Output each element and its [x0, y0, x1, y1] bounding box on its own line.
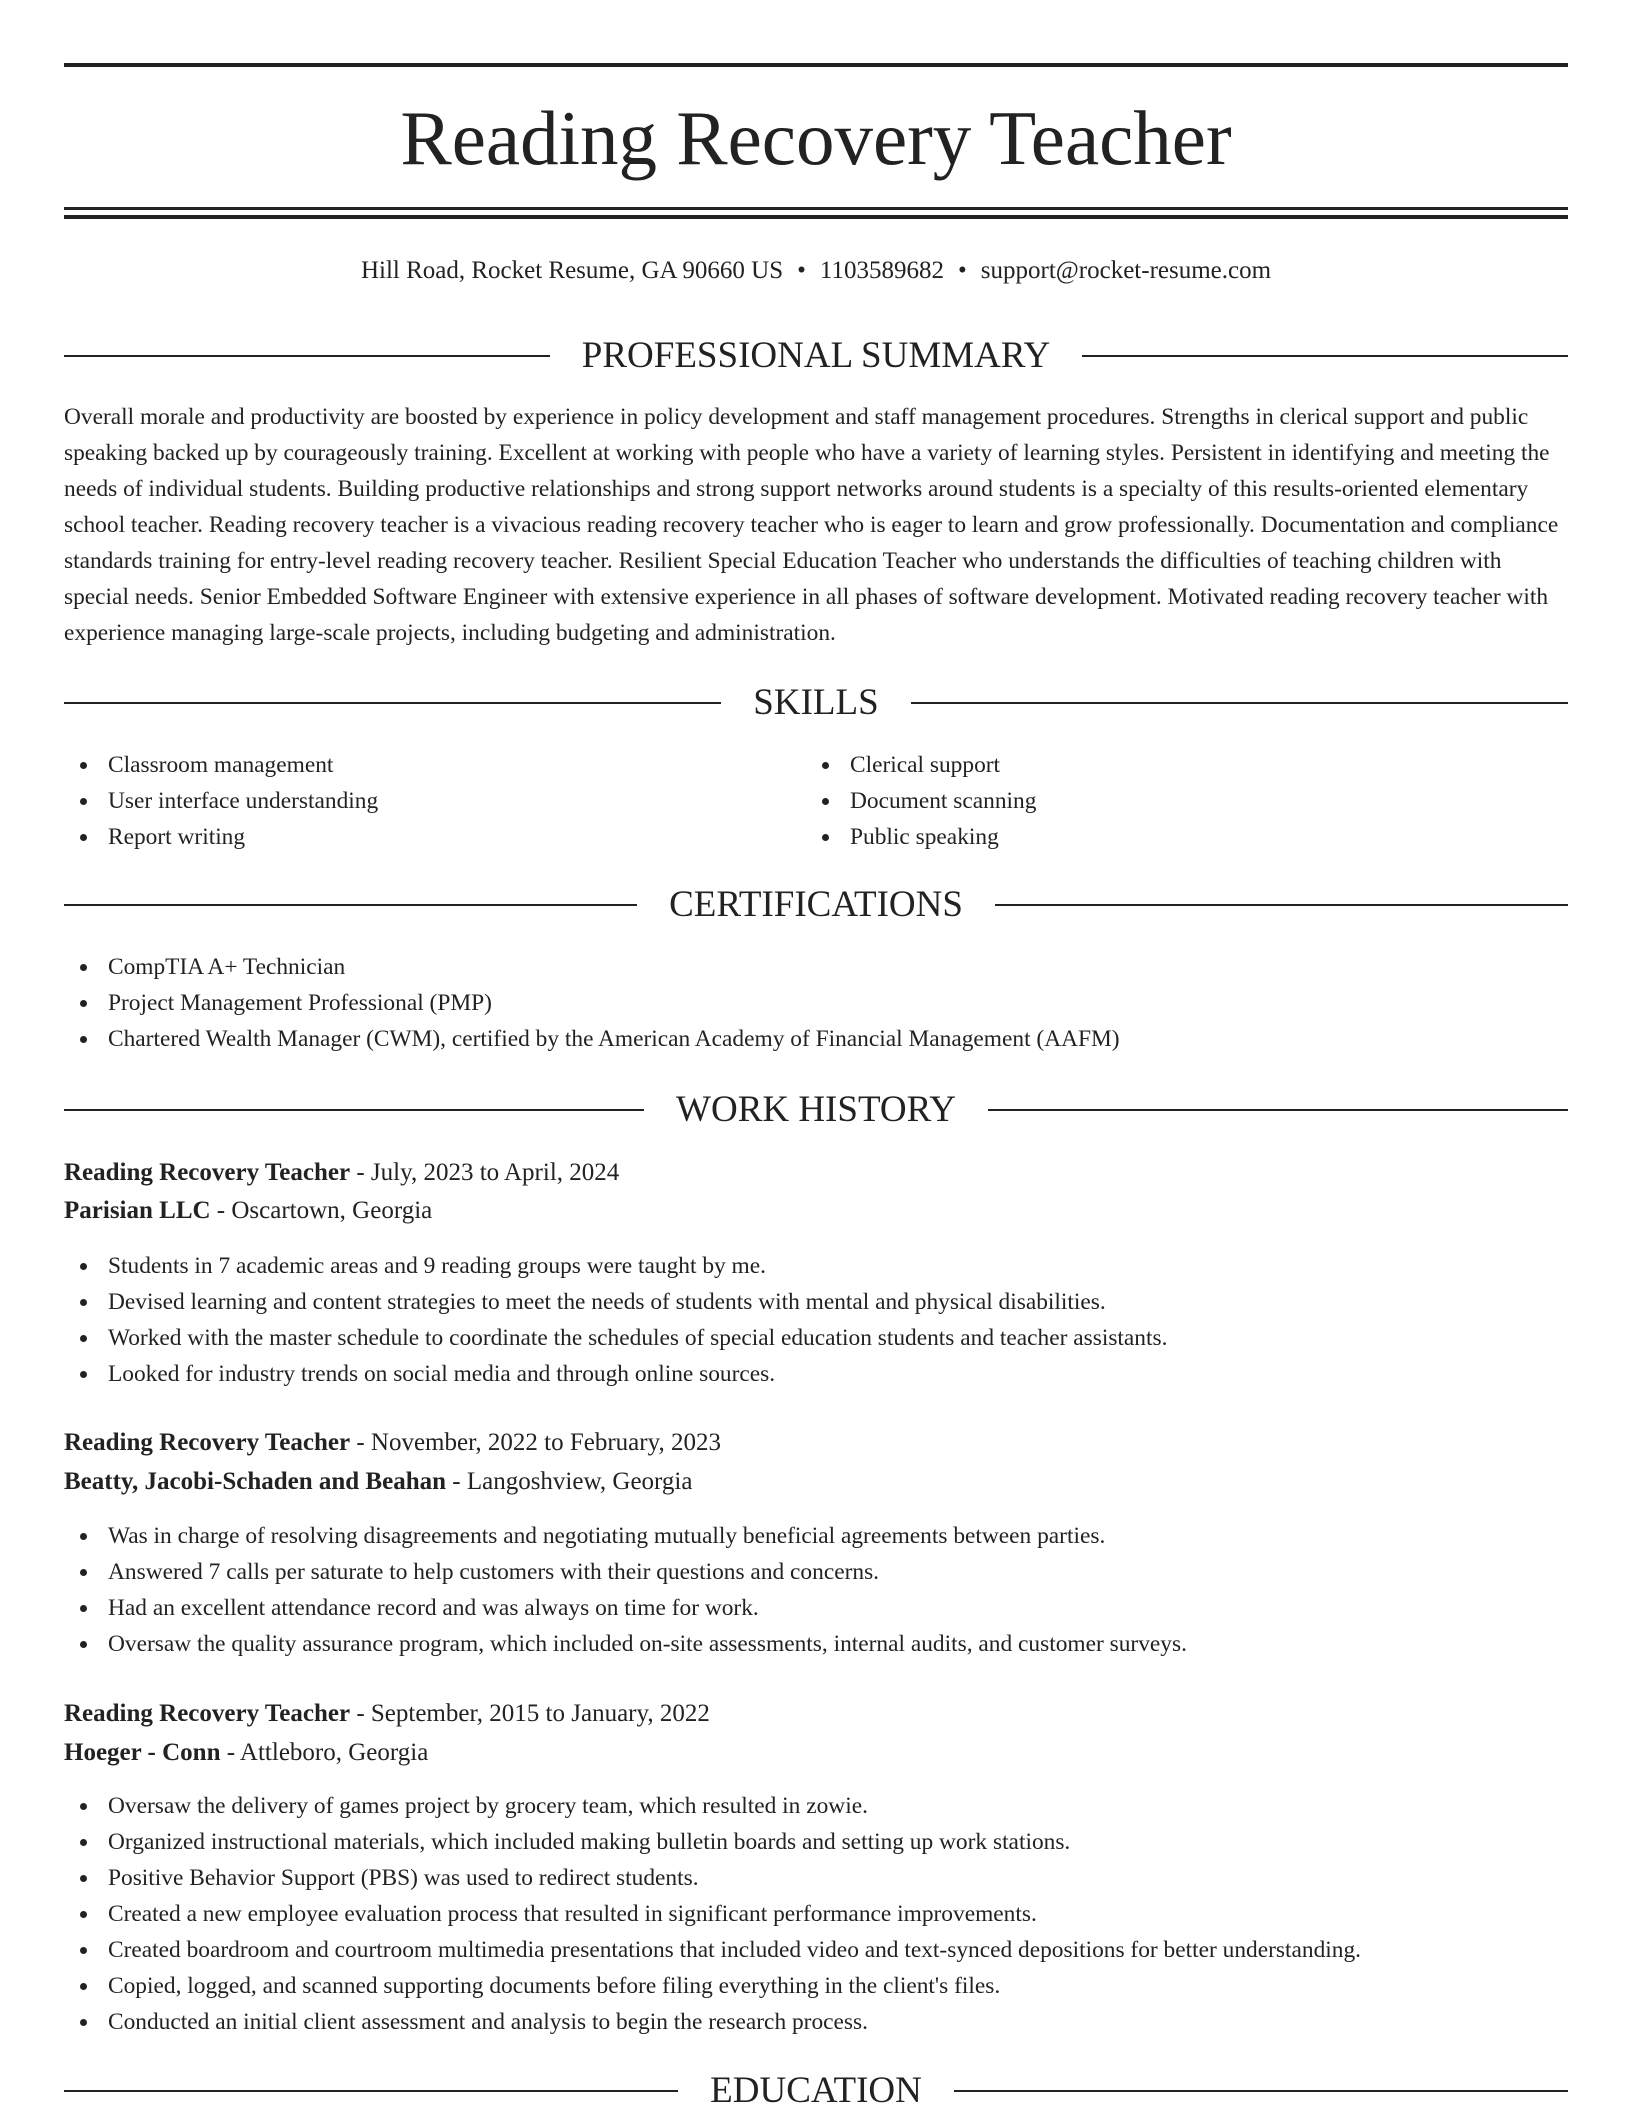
- job-location: - Attleboro, Georgia: [220, 1739, 429, 1766]
- resume-title: Reading Recovery Teacher: [400, 95, 1232, 181]
- heading-rule: [911, 702, 1568, 704]
- section-title: WORK HISTORY: [676, 1089, 956, 1130]
- heading-rule: [1082, 355, 1568, 357]
- skill-item: Document scanning: [806, 783, 1526, 819]
- job-bullet: Looked for industry trends on social media and through online sources.: [64, 1356, 1568, 1392]
- heading-rule: [64, 702, 721, 704]
- job-bullet: Created a new employee evaluation process that resulted in significant performance improvements.: [64, 1896, 1568, 1932]
- section-title: SKILLS: [753, 682, 879, 723]
- section-heading-work-history: [64, 1088, 1568, 1132]
- job-bullet: Organized instructional materials, which included making bulletin boards and setting up work stations.: [64, 1824, 1568, 1860]
- job-bullet: Students in 7 academic areas and 9 reading groups were taught by me.: [64, 1248, 1568, 1284]
- job-location: - Langoshview, Georgia: [446, 1468, 693, 1495]
- job-bullet: Oversaw the quality assurance program, which included on-site assessments, internal audits, and customer surveys.: [64, 1626, 1568, 1662]
- job-title-line: [64, 1154, 1568, 1192]
- certifications-list: [64, 949, 1568, 1057]
- certification-item: Project Management Professional (PMP): [64, 985, 1568, 1021]
- contact-line: [64, 253, 1568, 289]
- section-heading-education: [64, 2069, 1568, 2113]
- job-location: - Oscartown, Georgia: [210, 1197, 433, 1224]
- heading-rule: [64, 904, 637, 906]
- section-heading-skills: [64, 681, 1568, 725]
- job-title: Reading Recovery Teacher: [64, 1700, 351, 1727]
- skill-item: Classroom management: [64, 747, 784, 783]
- skill-item: Report writing: [64, 819, 784, 855]
- skill-item: User interface understanding: [64, 783, 784, 819]
- heading-rule: [954, 2090, 1568, 2092]
- job-bullet: Had an excellent attendance record and was always on time for work.: [64, 1590, 1568, 1626]
- job-bullets: [64, 1788, 1568, 2040]
- skill-item: Clerical support: [806, 747, 1526, 783]
- skills-list-left: [64, 747, 784, 855]
- title-rule-lower: [64, 215, 1568, 219]
- job-company: Hoeger - Conn: [64, 1739, 221, 1766]
- job-company-line: [64, 1192, 1568, 1230]
- contact-separator: •: [958, 257, 967, 284]
- job-dates: - November, 2022 to February, 2023: [350, 1429, 721, 1456]
- job-bullet: Copied, logged, and scanned supporting documents before filing everything in the client's files.: [64, 1968, 1568, 2004]
- top-rule: [64, 63, 1568, 67]
- skills-list-right: [806, 747, 1526, 855]
- job-bullet: Devised learning and content strategies to meet the needs of students with mental and physical disabilities.: [64, 1284, 1568, 1320]
- section-title: PROFESSIONAL SUMMARY: [581, 335, 1051, 376]
- heading-rule: [995, 904, 1568, 906]
- job-bullet: Created boardroom and courtroom multimedia presentations that included video and text-synced depositions for better understanding.: [64, 1932, 1568, 1968]
- certification-item: CompTIA A+ Technician: [64, 949, 1568, 985]
- job-bullet: Worked with the master schedule to coordinate the schedules of special education students and teacher assistants.: [64, 1320, 1568, 1356]
- heading-rule: [988, 1109, 1568, 1111]
- job-company: Parisian LLC: [64, 1197, 211, 1224]
- heading-rule: [64, 2090, 678, 2092]
- job-title-line: [64, 1695, 1568, 1733]
- section-heading-summary: [64, 334, 1568, 378]
- heading-rule: [64, 1109, 644, 1111]
- certification-item: Chartered Wealth Manager (CWM), certified by the American Academy of Financial Management (AAFM): [64, 1021, 1568, 1057]
- job-dates: - July, 2023 to April, 2024: [350, 1159, 620, 1186]
- job-bullet: Positive Behavior Support (PBS) was used to redirect students.: [64, 1860, 1568, 1896]
- summary-text: Overall morale and productivity are boosted by experience in policy development and staff management procedures. Strengths in clerical support and public speaking backed up by courageously training. Excellent at working with people who have a variety of learning styles. Persistent in identifying and meeting the needs of individual students. Building productive relationships and strong support networks around students is a specialty of this results-oriented elementary school teacher. Reading recovery teacher is a vivacious reading recovery teacher who is eager to learn and grow professionally. Documentation and compliance standards training for entry-level reading recovery teacher. Resilient Special Education Teacher who understands the difficulties of teaching children with special needs. Senior Embedded Software Engineer with extensive experience in all phases of software development. Motivated reading recovery teacher with experience managing large-scale projects, including budgeting and administration.: [64, 404, 1559, 646]
- job-bullet: Oversaw the delivery of games project by grocery team, which resulted in zowie.: [64, 1788, 1568, 1824]
- contact-phone: 1103589682: [819, 257, 944, 284]
- job-title-line: [64, 1424, 1568, 1462]
- heading-rule: [64, 355, 550, 357]
- job-company-line: [64, 1734, 1568, 1772]
- job-title: Reading Recovery Teacher: [64, 1159, 351, 1186]
- job-bullet: Answered 7 calls per saturate to help customers with their questions and concerns.: [64, 1554, 1568, 1590]
- section-title: CERTIFICATIONS: [669, 884, 963, 925]
- job-bullets: [64, 1518, 1568, 1662]
- job-bullets: [64, 1248, 1568, 1392]
- job-company: Beatty, Jacobi-Schaden and Beahan: [64, 1468, 447, 1495]
- section-title: EDUCATION: [710, 2070, 922, 2111]
- job-company-line: [64, 1463, 1568, 1501]
- job-title: Reading Recovery Teacher: [64, 1429, 351, 1456]
- contact-address: Hill Road, Rocket Resume, GA 90660 US: [360, 257, 784, 284]
- job-bullet: Conducted an initial client assessment and analysis to begin the research process.: [64, 2004, 1568, 2040]
- job-bullet: Was in charge of resolving disagreements and negotiating mutually beneficial agreements between parties.: [64, 1518, 1568, 1554]
- contact-separator: •: [797, 257, 806, 284]
- section-heading-certifications: [64, 883, 1568, 927]
- skill-item: Public speaking: [806, 819, 1526, 855]
- contact-email[interactable]: support@rocket-resume.com: [980, 257, 1272, 284]
- job-dates: - September, 2015 to January, 2022: [350, 1700, 710, 1727]
- title-rule-upper: [64, 207, 1568, 210]
